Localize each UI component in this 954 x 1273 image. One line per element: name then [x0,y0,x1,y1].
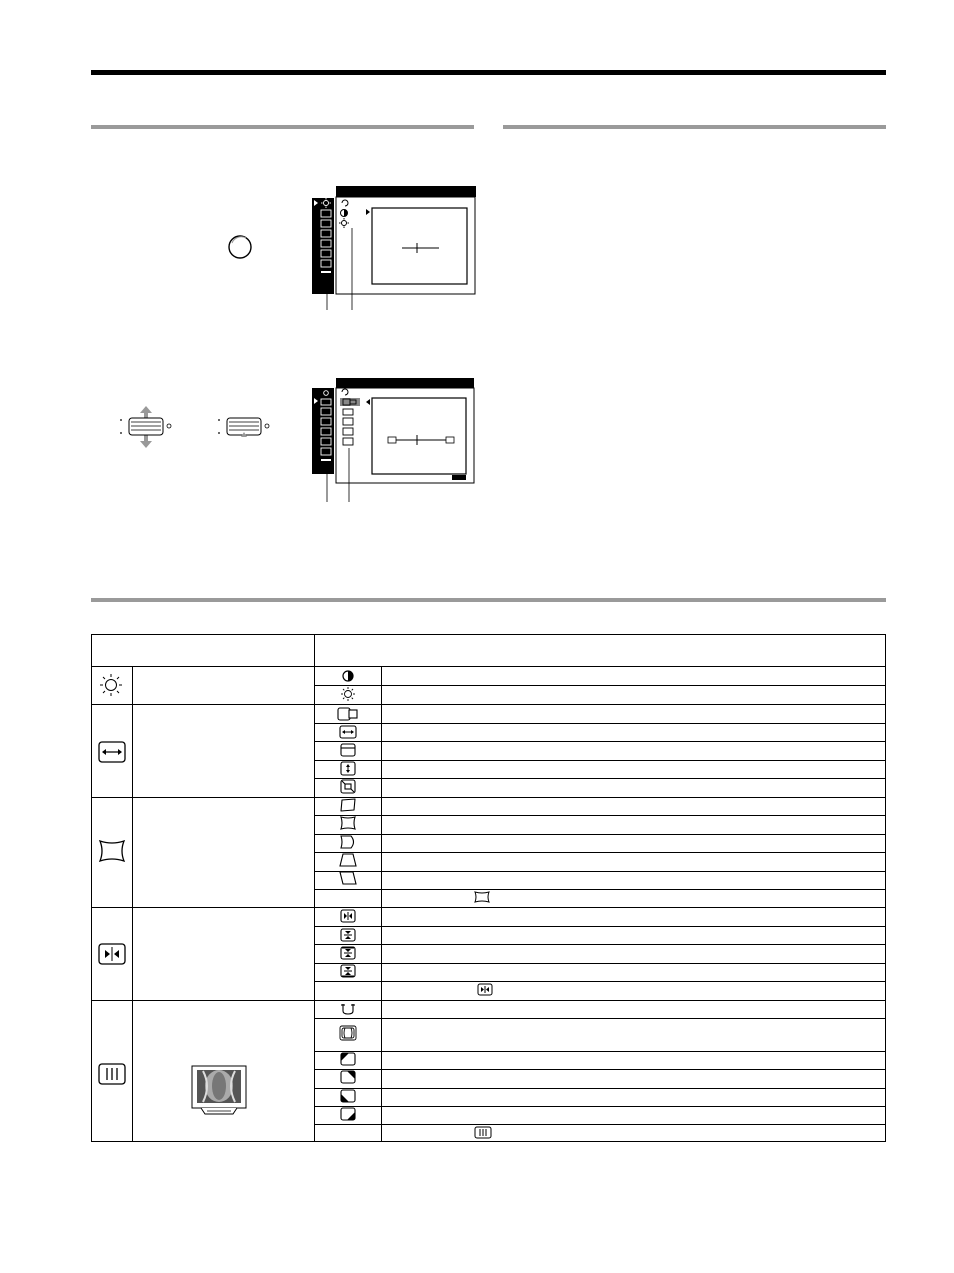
top-rule [91,70,886,75]
corner-bl-icon [340,1089,356,1103]
corner-tl-icon [340,1052,356,1066]
osd-screen-brightness [312,186,476,310]
contrast-icon [341,669,355,683]
key-balance-icon [339,871,357,885]
corner-br-icon [340,1107,356,1121]
h-convergence-icon [340,909,356,923]
v-conv-bottom-icon [340,964,356,978]
v-convergence-icon [340,928,356,942]
landing-ref-icon [474,1126,492,1139]
section-rule-right [503,125,886,129]
geometry-pincushion-icon [98,840,126,862]
zoom-icon [340,779,356,794]
v-center-icon [340,743,356,757]
brightness-icon [340,686,356,702]
v-conv-top-icon [340,946,356,960]
h-size-icon [339,725,357,739]
monitor-landing-illustration [191,1065,247,1117]
keystone-icon [339,853,357,867]
menu-button-illustration [226,233,254,261]
brightness-sun-icon [99,673,123,697]
convergence-ref-icon [477,983,493,996]
osd-screen-size-center [312,378,476,502]
pincushion-icon [339,816,357,830]
convergence-icon [98,943,126,965]
rotation-icon [339,798,357,812]
section-rule-left [91,125,474,129]
control-button-up-down [117,405,177,449]
h-center-icon [337,707,359,721]
geometry-ref-icon [474,891,490,903]
moire-icon [339,1025,357,1041]
size-center-icon [98,741,126,763]
v-size-icon [340,761,356,776]
corner-tr-icon [340,1070,356,1084]
section-rule-table [91,598,886,602]
degauss-icon [340,1002,356,1016]
pin-balance-icon [339,835,357,849]
landing-icon [98,1063,126,1085]
control-button-press [215,405,275,449]
